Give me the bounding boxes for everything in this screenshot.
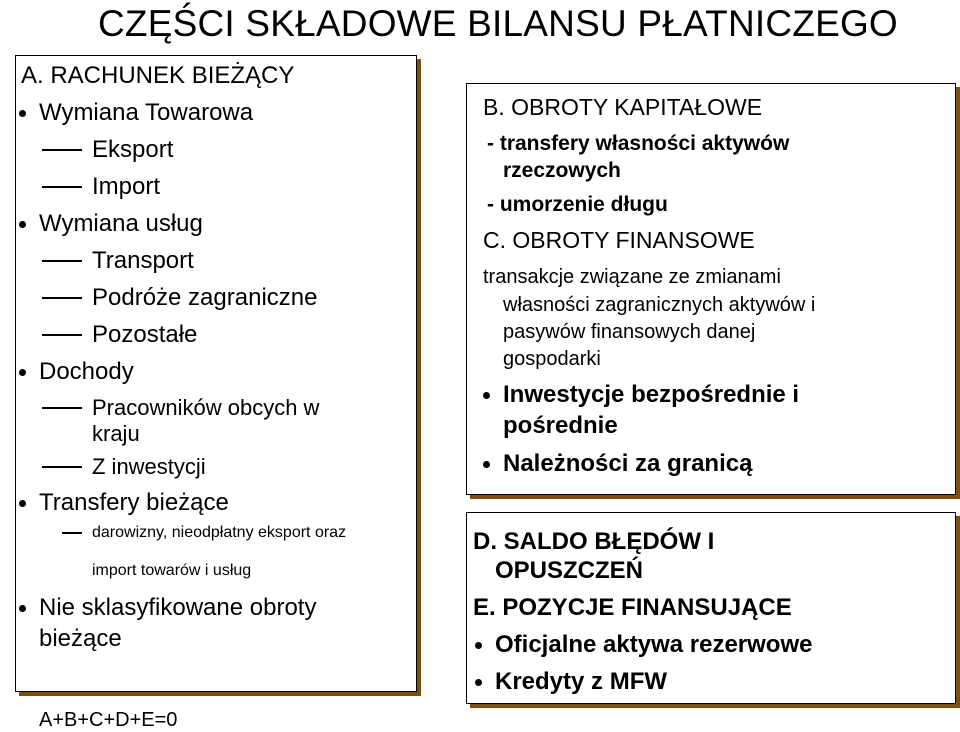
section-b-heading: B. OBROTY KAPITAŁOWE — [483, 94, 763, 120]
section-b-line: - transfery własności aktywów — [487, 132, 790, 155]
list-item: Import — [92, 173, 161, 200]
list-item: Wymiana usług — [39, 210, 203, 237]
list-item: Należności za granicą — [503, 450, 753, 477]
list-item: Podróże zagraniczne — [92, 284, 318, 311]
list-item: Oficjalne aktywa rezerwowe — [495, 631, 813, 658]
list-item: Transport — [92, 247, 194, 274]
section-c-desc: własności zagranicznych aktywów i — [503, 294, 816, 316]
section-d-heading: D. SALDO BŁĘDÓW I — [473, 528, 715, 555]
page-title: CZĘŚCI SKŁADOWE BILANSU PŁATNICZEGO — [98, 3, 898, 44]
list-item: Pozostałe — [92, 321, 198, 348]
list-item: Transfery bieżące — [39, 489, 229, 516]
section-c-heading: C. OBROTY FINANSOWE — [483, 227, 755, 253]
list-item: Kredyty z MFW — [495, 668, 668, 695]
section-e-heading: E. POZYCJE FINANSUJĄCE — [473, 594, 792, 621]
list-item-continued: import towarów i usług — [92, 562, 252, 579]
list-item-continued: kraju — [92, 421, 140, 446]
section-d-heading: OPUSZCZEŃ — [495, 557, 644, 584]
list-item: Wymiana Towarowa — [39, 99, 254, 126]
list-item: Nie sklasyfikowane obroty — [39, 594, 317, 621]
list-item-continued: bieżące — [39, 625, 122, 652]
list-item: Pracowników obcych w — [92, 395, 320, 420]
list-item: Dochody — [39, 358, 134, 385]
section-c-desc: pasywów finansowych danej — [503, 321, 756, 343]
list-item: Eksport — [92, 136, 174, 163]
list-item: Inwestycje bezpośrednie i — [503, 381, 800, 408]
balance-formula: A+B+C+D+E=0 — [39, 709, 178, 731]
list-item: Z inwestycji — [92, 454, 206, 479]
section-b-line: rzeczowych — [503, 159, 621, 182]
list-item: darowizny, nieodpłatny eksport oraz — [92, 524, 347, 541]
section-c-desc: gospodarki — [503, 348, 601, 370]
section-b-line: - umorzenie długu — [487, 193, 668, 216]
list-item-continued: pośrednie — [503, 412, 618, 439]
section-a-heading: A. RACHUNEK BIEŻĄCY — [21, 62, 295, 89]
section-c-desc: transakcje związane ze zmianami — [483, 266, 781, 288]
